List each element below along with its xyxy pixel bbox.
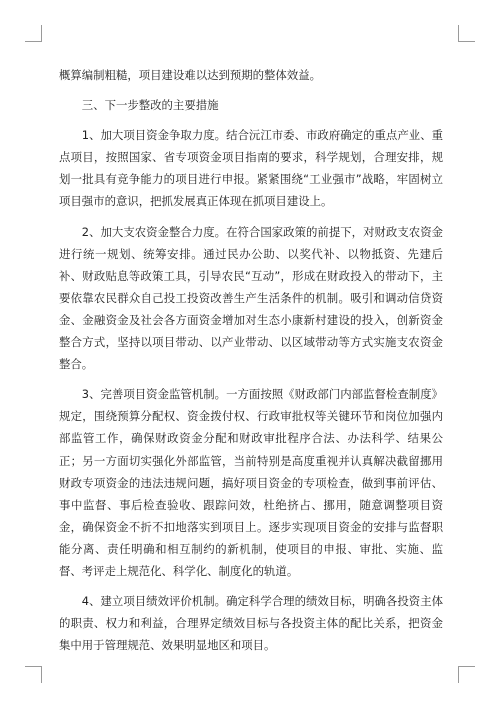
document-body	[59, 64, 443, 656]
crop-mark-top-right	[458, 25, 475, 42]
paragraph-1: 1、加大项目资金争取力度。结合沅江市委、市政府确定的重点产业、重点项目，按照国家、省专项资金项目指南的要求，科学规划，合理安排，规划一批具有竞争能力的项目进行申报。紧紧围绕“工业强市”战略，牢固树立项目强市的意识，把抓发展真正体现在抓项目建设上。	[59, 128, 443, 209]
crop-mark-top-left	[25, 25, 42, 42]
crop-mark-bottom-right	[458, 666, 475, 683]
paragraph-3: 3、完善项目资金监管机制。一方面按照《财政部门内部监督检查制度》规定，围绕预算分配权、资金拨付权、行政审批权等关键环节和岗位加强内部监管工作，确保财政资金分配和财政审批程序合法、办法科学、结果公正；另一方面切实强化外部监管，当前特别是高度重视并认真解决截留挪用财政专项资金的违法违规问题，搞好项目资金的专项检查，做到事前评估、事中监督、事后检查验收、跟踪问效，杜绝挤占、挪用，随意调整项目资金，确保资金不折不扣地落实到项目上。逐步实现项目资金的安排与监督职能分离、责任明确和相互制约的新机制，使项目的申报、审批、实施、监督、考评走上规范化、科学化、制度化的轨道。	[59, 387, 443, 578]
section-heading: 三、下一步整改的主要措施	[81, 98, 219, 113]
continuation-line: 概算编制粗糙，项目建设难以达到预期的整体效益。	[59, 68, 321, 82]
crop-mark-bottom-left	[25, 666, 42, 683]
paragraph-2: 2、加大支农资金整合力度。在符合国家政策的前提下，对财政支农资金进行统一规划、统筹安排。通过民办公助、以奖代补、以物抵资、先建后补、财政贴息等政策工具，引导农民“互动”，形成在财政投入的带动下，主要依靠农民群众自己投工投资改善生产生活条件的机制。吸引和调动信贷资金、金融资金及社会各方面资金增加对生态小康新村建设的投入，创新资金整合方式，坚持以项目带动、以产业带动、以区域带动等方式实施支农资金整合。	[59, 224, 443, 372]
paragraph-4: 4、建立项目绩效评价机制。确定科学合理的绩效目标，明确各投资主体的职责、权力和利益，合理界定绩效目标与各投资主体的配比关系，把资金集中用于管理规范、效果明显地区和项目。	[59, 594, 443, 653]
